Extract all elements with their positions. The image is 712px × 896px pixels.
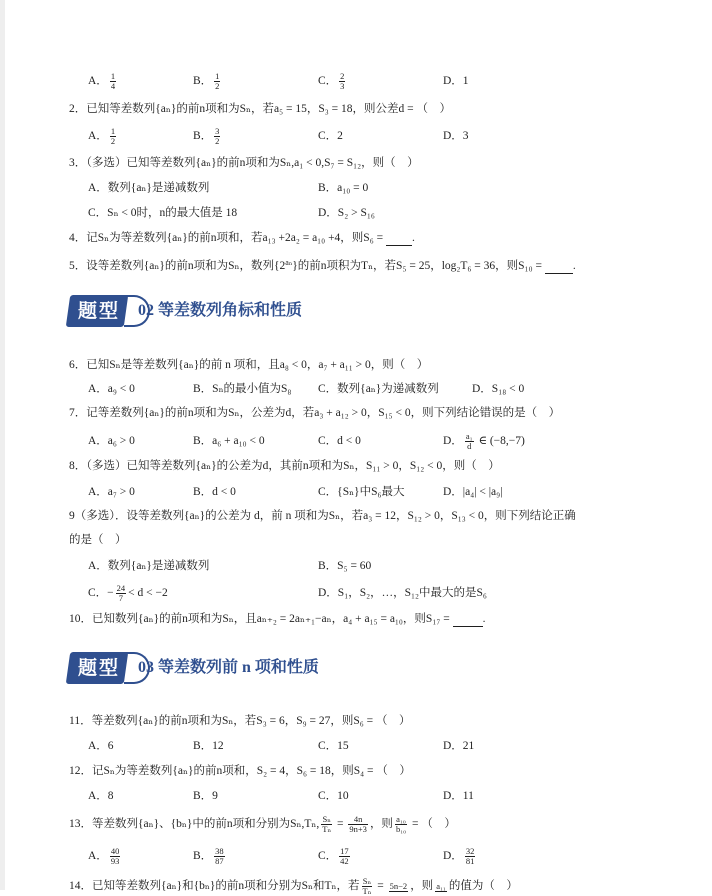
q3-options-row1 — [88, 179, 672, 197]
question-10: 10．已知数列{aₙ}的前n项和为Sₙ，且aₙ₊₂ = 2aₙ₊₁−aₙ，a₄ + a₁₅ = a₁₀，则S₁₇ = . — [69, 613, 486, 625]
option-c[interactable]: C．d < 0 — [318, 435, 361, 447]
question-11: 11．等差数列{aₙ}的前n项和为Sₙ，若S₃ = 6，S₉ = 27，则S₆ = （ ） — [69, 715, 411, 727]
q9-options-row2 — [88, 584, 672, 602]
option-d[interactable]: D．11 — [443, 790, 474, 802]
q7-options — [88, 432, 672, 450]
badge-label: 题型 — [77, 300, 120, 322]
question-4: 4．记Sₙ为等差数列{aₙ}的前n项和，若a₁₃ +2a₂ = a₁₀ +4，则S₆ = . — [69, 232, 415, 244]
q1-options — [88, 72, 672, 90]
option-a[interactable]: A．数列{aₙ}是递减数列 — [88, 182, 210, 194]
option-d[interactable]: D． $\frac{\text{a₁}}{d}$ ∈ (−8,−7) — [443, 431, 525, 451]
badge-label: 题型 — [77, 657, 120, 679]
answer-blank[interactable] — [453, 613, 483, 627]
option-a[interactable]: A． $\frac{1}{2}$ — [88, 126, 116, 146]
q2-options — [88, 127, 672, 145]
question-5: 5．设等差数列{aₙ}的前n项和为Sₙ，数列$\{2^{a_n}\}$的前n项积为Tₙ，若S₅ = 25，log₂T₆ = 36，则S₁₀ = . — [69, 258, 576, 272]
option-a[interactable]: A．6 — [88, 740, 114, 752]
question-3: 3．（多选）已知等差数列{aₙ}的前n项和为Sₙ,a₁ < 0,S₇ = S₁₂，则（ ） — [69, 157, 419, 169]
option-d[interactable]: D．S₂ > S₁₆ — [318, 207, 375, 219]
option-a[interactable]: A．a₇ > 0 — [88, 486, 135, 498]
option-a[interactable]: A． $\frac{1}{4}$ — [88, 71, 116, 91]
option-d[interactable]: D． $\frac{32}{81}$ — [443, 846, 475, 866]
option-b[interactable]: B． $\frac{1}{2}$ — [193, 71, 220, 91]
section-title: 02 等差数列角标和性质 — [138, 302, 303, 319]
question-8: 8．（多选）已知等差数列{aₙ}的公差为d，其前n项和为Sₙ，S₁₁ > 0，S₁₂ < 0，则（ ） — [69, 460, 500, 472]
option-d[interactable]: D．S₁₈ < 0 — [472, 383, 525, 395]
option-d[interactable]: D．S₁，S₂，…，S₁₂中最大的是S₆ — [318, 587, 487, 599]
question-12: 12．记Sₙ为等差数列{aₙ}的前n项和，S₂ = 4，S₆ = 18，则S₄ = （ ） — [69, 765, 411, 777]
q9-options-row1 — [88, 557, 672, 575]
option-c[interactable]: C．2 — [318, 130, 343, 142]
q3-options-row2 — [88, 204, 672, 222]
section-title: 03 等差数列前 n 项和性质 — [138, 659, 319, 676]
option-a[interactable]: A．数列{aₙ}是递减数列 — [88, 560, 210, 572]
question-9-cont: 的是（ ） — [69, 534, 127, 546]
answer-blank[interactable] — [545, 260, 573, 274]
option-a[interactable]: A．a₉ < 0 — [88, 383, 135, 395]
q12-options — [88, 787, 672, 805]
option-d[interactable]: D．|a₄| < |a₉| — [443, 486, 503, 498]
q8-options — [88, 483, 672, 501]
option-c[interactable]: C． $\frac{17}{42}$ — [318, 846, 349, 866]
option-b[interactable]: B． $\frac{38}{87}$ — [193, 846, 224, 866]
option-b[interactable]: B．a₆ + a₁₀ < 0 — [193, 435, 265, 447]
option-c[interactable]: C．15 — [318, 740, 349, 752]
option-c[interactable]: C．数列{aₙ}为递减数列 — [318, 383, 439, 395]
q13-options — [88, 847, 672, 865]
option-d[interactable]: D．3 — [443, 130, 469, 142]
option-b[interactable]: B． $\frac{3}{2}$ — [193, 126, 220, 146]
option-c[interactable]: C．− $\frac{24}{7}$ < d < −2 — [88, 583, 168, 603]
question-2: 2．已知等差数列{aₙ}的前n项和为Sₙ，若a₅ = 15，S₃ = 18，则公差d = （ ） — [69, 103, 451, 115]
option-a[interactable]: A． $\frac{40}{93}$ — [88, 846, 120, 866]
option-c[interactable]: C． $\frac{2}{3}$ — [318, 71, 345, 91]
option-b[interactable]: B．Sₙ的最小值为S₈ — [193, 383, 292, 395]
option-d[interactable]: D．21 — [443, 740, 475, 752]
question-14: 14．已知等差数列{aₙ}和{bₙ}的前n项和分别为Sₙ和Tₙ，若 $\frac{\text{Sₙ}}{\text{Tₙ}}$ = 5n−2 ，则 a₁₁ 的值为（ ） — [69, 876, 518, 896]
question-13: 13．等差数列{aₙ}、{bₙ}中的前n项和分别为Sₙ,Tₙ, $\frac{\text{Sₙ}}{\text{Tₙ}}$ = $\frac{4n}{9n+3}$ ，则 $\frac{\text{a₁₀}}{\text{b₁₀}}$ = （ ） — [69, 814, 456, 834]
question-7: 7．记等差数列{aₙ}的前n项和为Sₙ，公差为d，若a₃ + a₁₂ > 0，S₁₅ < 0，则下列结论错误的是（ ） — [69, 407, 561, 419]
option-c[interactable]: C．Sₙ < 0时，n的最大值是 18 — [88, 207, 238, 219]
option-c[interactable]: C．10 — [318, 790, 349, 802]
q6-options — [88, 380, 672, 398]
answer-blank[interactable] — [386, 232, 412, 246]
q11-options — [88, 737, 672, 755]
option-b[interactable]: B．a₁₀ = 0 — [318, 182, 369, 194]
option-b[interactable]: B．9 — [193, 790, 218, 802]
option-b[interactable]: B．d < 0 — [193, 486, 236, 498]
option-b[interactable]: B．12 — [193, 740, 224, 752]
question-9: 9（多选）．设等差数列{aₙ}的公差为 d，前 n 项和为Sₙ，若a₃ = 12，S₁₂ > 0，S₁₃ < 0，则下列结论正确 — [69, 510, 576, 522]
option-a[interactable]: A．8 — [88, 790, 114, 802]
question-6: 6．已知Sₙ是等差数列{aₙ}的前 n 项和，且a₈ < 0，a₇ + a₁₁ > 0，则（ ） — [69, 359, 429, 371]
option-d[interactable]: D．1 — [443, 75, 469, 87]
option-c[interactable]: C．{Sₙ}中S₆最大 — [318, 486, 405, 498]
option-a[interactable]: A．a₆ > 0 — [88, 435, 135, 447]
option-b[interactable]: B．S₅ = 60 — [318, 560, 372, 572]
